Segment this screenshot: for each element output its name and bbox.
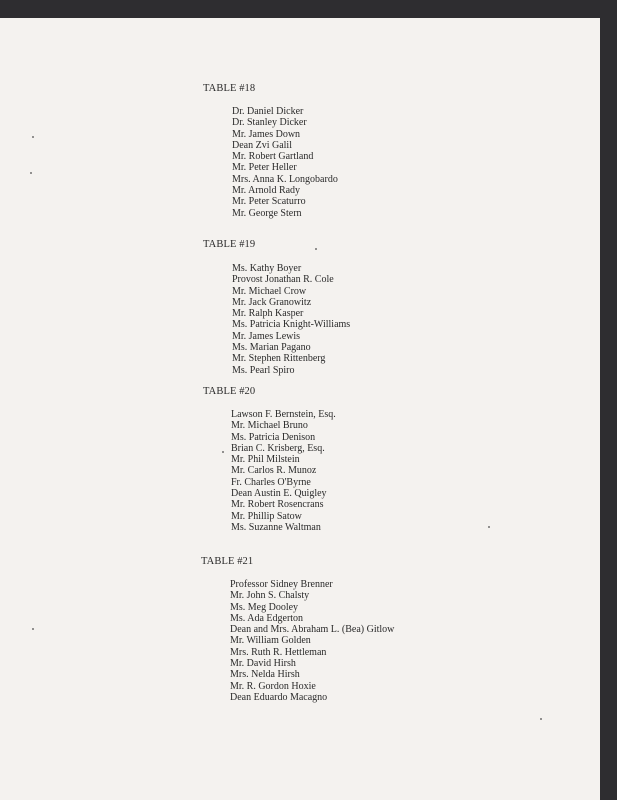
guest-name: Mr. Robert Gartland [232, 151, 314, 163]
paper-speck [315, 248, 317, 250]
guest-name: Mr. Michael Crow [232, 285, 307, 297]
guest-name: Ms. Marian Pagano [232, 342, 311, 354]
document-page [0, 18, 600, 800]
guest-name: Dr. Stanley Dicker [232, 117, 307, 129]
table-heading: TABLE #21 [201, 556, 254, 567]
guest-name: Mr. Peter Scaturro [232, 196, 306, 208]
guest-list-20 [231, 409, 336, 533]
guest-name: Ms. Meg Dooley [230, 601, 299, 613]
guest-name: Provost Jonathan R. Cole [232, 274, 334, 286]
guest-name: Mr. James Lewis [232, 330, 301, 342]
guest-name: Fr. Charles O'Byrne [231, 476, 311, 488]
table-section-19 [203, 239, 255, 251]
guest-list-18 [232, 106, 338, 219]
table-section-20 [203, 386, 255, 398]
guest-name: Ms. Patricia Knight-Williams [232, 319, 351, 331]
table-heading: TABLE #19 [203, 239, 256, 250]
guest-name: Mr. Peter Heller [232, 162, 297, 174]
guest-name: Mr. Robert Rosencrans [231, 499, 324, 511]
guest-name: Mr. Phillip Satow [231, 510, 302, 522]
guest-name: Professor Sidney Brenner [230, 579, 333, 590]
guest-name: Mr. Stephen Rittenberg [232, 353, 326, 365]
guest-name: Mr. Jack Granowitz [232, 296, 312, 308]
table-heading: TABLE #18 [203, 83, 256, 94]
guest-name: Ms. Patricia Denison [231, 431, 316, 443]
guest-name: Dr. Daniel Dicker [232, 106, 304, 117]
guest-list-21 [230, 579, 394, 703]
guest-name: Mr. John S. Chalsty [230, 590, 310, 602]
guest-name: Mr. George Stern [232, 207, 302, 219]
guest-name: Mrs. Anna K. Longobardo [232, 173, 338, 185]
paper-speck [222, 451, 224, 453]
guest-name: Dean Zvi Galil [232, 139, 292, 151]
guest-name: Mrs. Ruth R. Hettleman [230, 646, 327, 658]
guest-name: Mrs. Nelda Hirsh [230, 669, 300, 681]
guest-name: Dean Eduardo Macagno [230, 691, 328, 703]
guest-name: Ms. Ada Edgerton [230, 612, 304, 624]
guest-name: Mr. Ralph Kasper [232, 308, 304, 320]
guest-name: Mr. Michael Bruno [231, 420, 308, 432]
guest-name: Ms. Suzanne Waltman [231, 521, 321, 533]
guest-name: Ms. Pearl Spiro [232, 364, 295, 376]
table-section-21 [201, 556, 253, 568]
guest-name: Mr. James Down [232, 128, 301, 140]
guest-name: Mr. Phil Milstein [231, 454, 300, 466]
paper-speck [488, 526, 490, 528]
paper-speck [32, 136, 34, 138]
guest-name: Lawson F. Bernstein, Esq. [231, 409, 336, 420]
paper-speck [32, 628, 34, 630]
guest-name: Mr. Arnold Rady [232, 185, 301, 197]
guest-list-19 [232, 263, 350, 376]
table-section-18 [203, 83, 255, 95]
guest-name: Dean Austin E. Quigley [231, 488, 327, 500]
guest-name: Dean and Mrs. Abraham L. (Bea) Gitlow [230, 624, 395, 636]
table-heading: TABLE #20 [203, 386, 256, 397]
paper-speck [540, 718, 542, 720]
guest-name: Mr. R. Gordon Hoxie [230, 680, 316, 692]
guest-name: Mr. David Hirsh [230, 658, 296, 670]
guest-name: Ms. Kathy Boyer [232, 263, 302, 274]
guest-name: Mr. William Golden [230, 635, 311, 647]
guest-name: Mr. Carlos R. Munoz [231, 465, 317, 477]
guest-name: Brian C. Krisberg, Esq. [231, 442, 325, 454]
paper-speck [30, 172, 32, 174]
